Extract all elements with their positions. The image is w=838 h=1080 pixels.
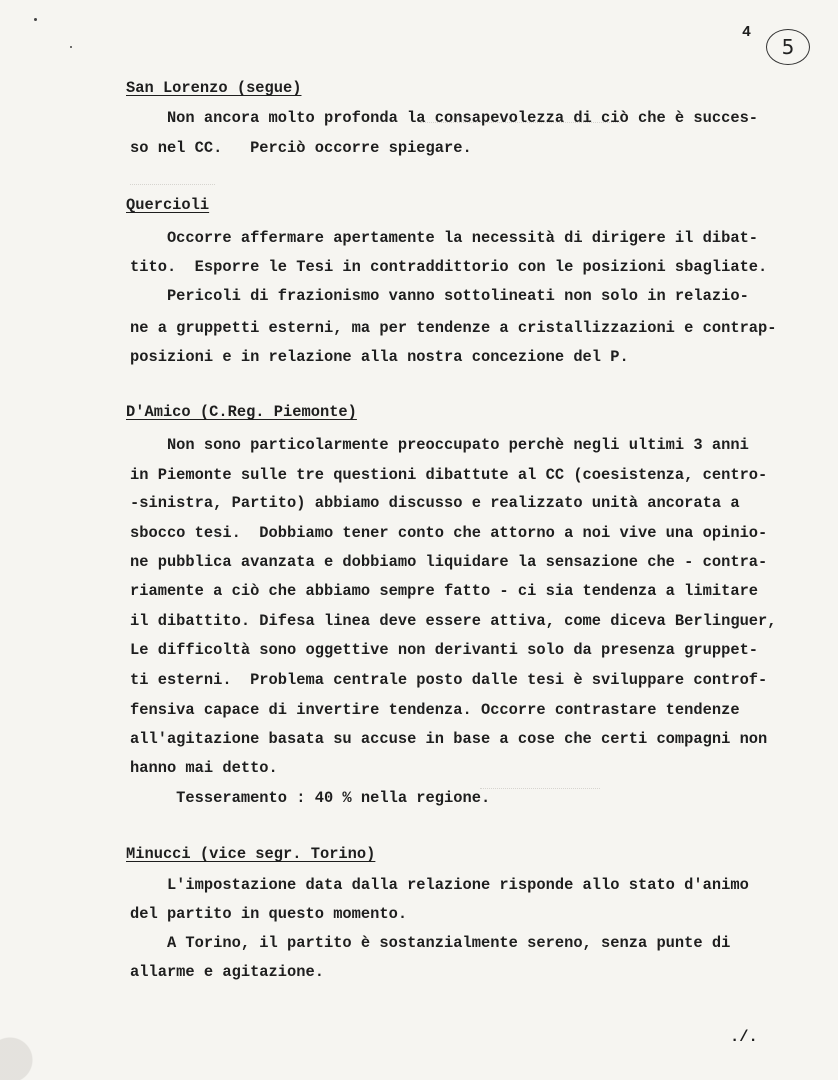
stray-ink-dot bbox=[34, 18, 37, 21]
section-heading-san-lorenzo: San Lorenzo (segue) bbox=[126, 79, 302, 97]
scan-corner-shadow bbox=[0, 1000, 70, 1080]
text-line: riamente a ciò che abbiamo sempre fatto - ci sia tendenza a limitare bbox=[130, 582, 759, 600]
text-line: del partito in questo momento. bbox=[130, 905, 408, 923]
text-line: hanno mai detto. bbox=[130, 759, 278, 777]
text-line: il dibattito. Difesa linea deve essere attiva, come diceva Berlinguer, bbox=[130, 612, 777, 630]
section-heading-damico: D'Amico (C.Reg. Piemonte) bbox=[126, 403, 357, 421]
text-line: Occorre affermare apertamente la necessità di dirigere il dibat- bbox=[130, 229, 759, 247]
continuation-mark: ./. bbox=[730, 1028, 758, 1046]
text-line: -sinistra, Partito) abbiamo discusso e realizzato unità ancorata a bbox=[130, 494, 740, 512]
text-line: A Torino, il partito è sostanzialmente sereno, senza punte di bbox=[130, 934, 731, 952]
text-line: allarme e agitazione. bbox=[130, 963, 324, 981]
text-line: in Piemonte sulle tre questioni dibattute al CC (coesistenza, centro- bbox=[130, 466, 768, 484]
text-line: ti esterni. Problema centrale posto dalle tesi è sviluppare controf- bbox=[130, 671, 768, 689]
text-line: ne a gruppetti esterni, ma per tendenze a cristallizzazioni e contrap- bbox=[130, 319, 777, 337]
text-line: L'impostazione data dalla relazione risponde allo stato d'animo bbox=[130, 876, 749, 894]
bleed-through-line bbox=[480, 788, 600, 789]
text-line-tesseramento: Tesseramento : 40 % nella regione. bbox=[130, 789, 491, 807]
bleed-through-line bbox=[130, 184, 215, 185]
text-line: posizioni e in relazione alla nostra concezione del P. bbox=[130, 348, 629, 366]
text-line: Non ancora molto profonda la consapevolezza di ciò che è succes- bbox=[130, 109, 759, 127]
section-heading-quercioli: Quercioli bbox=[126, 196, 210, 214]
text-line: Non sono particolarmente preoccupato perchè negli ultimi 3 anni bbox=[130, 436, 749, 454]
text-line: ne pubblica avanzata e dobbiamo liquidare la sensazione che - contra- bbox=[130, 553, 768, 571]
text-line: all'agitazione basata su accuse in base a cose che certi compagni non bbox=[130, 730, 768, 748]
page-number: 4 bbox=[742, 24, 752, 41]
text-line: fensiva capace di invertire tendenza. Occorre contrastare tendenze bbox=[130, 701, 740, 719]
stray-ink-dot bbox=[70, 46, 72, 48]
text-line: Pericoli di frazionismo vanno sottolineati non solo in relazio- bbox=[130, 287, 749, 305]
section-heading-minucci: Minucci (vice segr. Torino) bbox=[126, 845, 376, 863]
text-line: Le difficoltà sono oggettive non derivanti solo da presenza gruppet- bbox=[130, 641, 759, 659]
text-line: so nel CC. Perciò occorre spiegare. bbox=[130, 139, 472, 157]
text-line: sbocco tesi. Dobbiamo tener conto che attorno a noi vive una opinio- bbox=[130, 524, 768, 542]
archive-number-circled: 5 bbox=[766, 29, 810, 65]
text-line: tito. Esporre le Tesi in contraddittorio con le posizioni sbagliate. bbox=[130, 258, 768, 276]
